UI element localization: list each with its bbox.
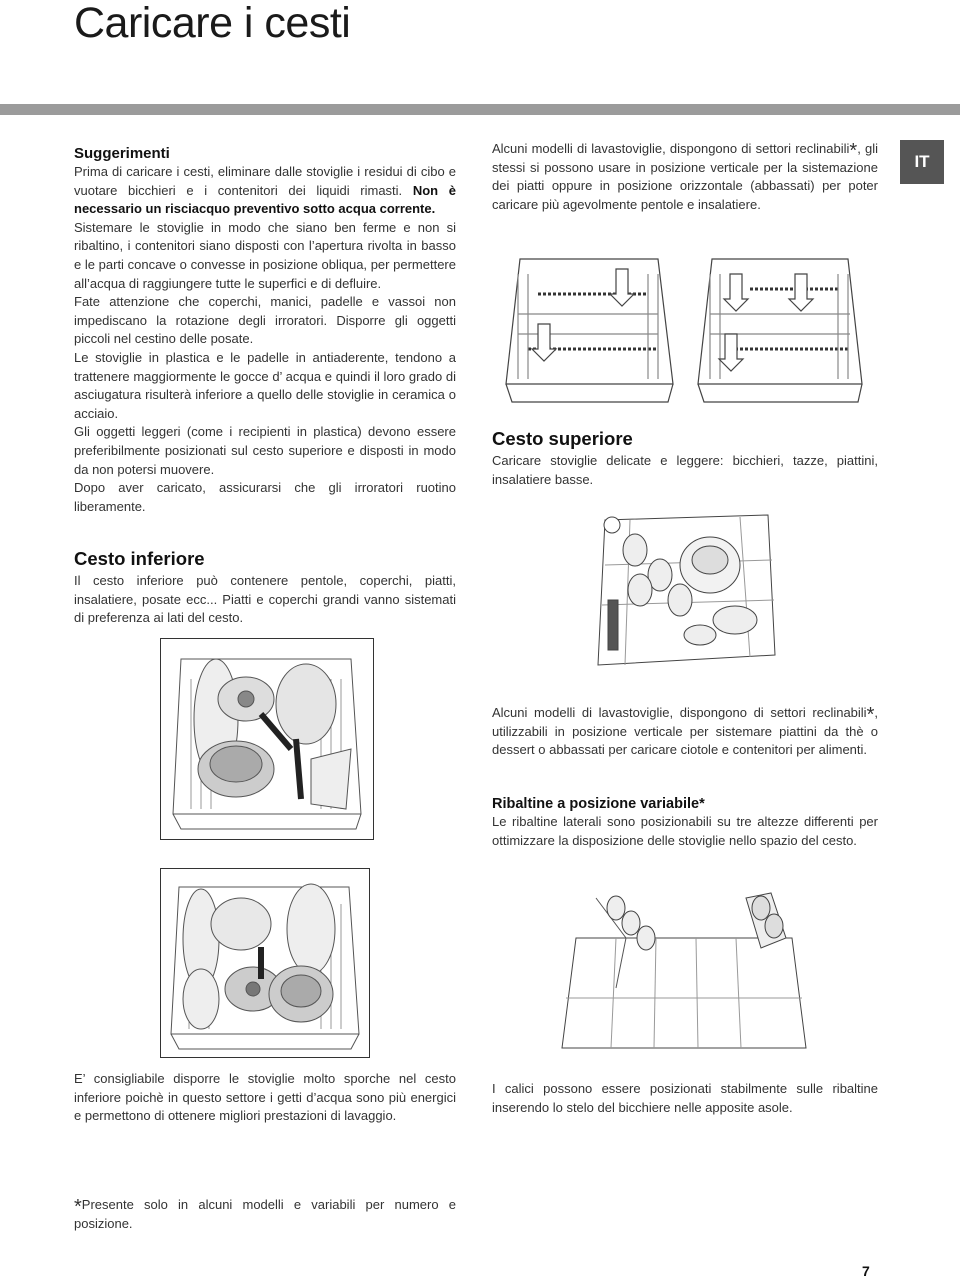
page-number: 7	[862, 1263, 870, 1279]
suggerimenti-p5: Gli oggetti leggeri (come i recipienti in plastica) devono essere preferibilmente posizionati sul cesto superiore e disposti in modo da non potersi muovere.	[74, 424, 456, 477]
asterisk-mark: *	[74, 1196, 82, 1218]
footnote: *Presente solo in alcuni modelli e variabili per numero e posizione.	[74, 1196, 456, 1231]
settori-reclinabili-text: Alcuni modelli di lavastoviglie, dispongono di settori reclinabili*, gli stessi si possono usare in posizione verticale per la sistemazione dei piatti oppure in posizione orizzontale (abbassati) per poter caricare più agevolmente pentole e insalatiere.	[492, 140, 878, 212]
cesto-superiore-heading: Cesto superiore	[492, 428, 633, 449]
settori-piattini-text: Alcuni modelli di lavastoviglie, dispongono di settori reclinabili*, utilizzabili in posizione verticale per sistemare piattini da thè o dessert o abbassati per caricare ciotole e contenitori per alimenti.	[492, 704, 878, 758]
suggerimenti-heading: Suggerimenti	[74, 145, 170, 162]
suggerimenti-p1: Prima di caricare i cesti, eliminare dalle stoviglie i residui di cibo e vuotare bicchieri e i contenitori dei liquidi rimasti. Non è necessario un risciacquo preventivo sotto acqua corrente.	[74, 164, 456, 217]
ribaltine-text: Le ribaltine laterali sono posizionabili su tre altezze differenti per ottimizzare la disposizione delle stoviglie nello spazio del cesto.	[492, 814, 878, 848]
ribaltine-glasses-illustration	[556, 878, 812, 1058]
folding-sectors-horizontal-illustration	[690, 254, 868, 406]
asterisk-mark: *	[849, 140, 858, 162]
suggerimenti-section	[74, 145, 456, 516]
cesto-superiore-text: Caricare stoviglie delicate e leggere: bicchieri, tazze, piattini, insalatiere basse.	[492, 453, 878, 487]
suggerimenti-p4: Le stoviglie in plastica e le padelle in antiaderente, tendono a trattenere maggiormente le gocce d’ acqua e quindi il loro grado di asciugatura risulterà inferiore a quello delle stoviglie in ceramica o acciaio.	[74, 349, 456, 421]
page-title: Caricare i cesti	[74, 0, 351, 47]
suggerimenti-p1-bold: Non è necessario un risciacquo preventivo sotto acqua corrente.	[74, 182, 456, 217]
upper-basket-illustration	[590, 505, 780, 675]
asterisk-mark: *	[866, 704, 875, 726]
lower-basket-pots-illustration	[160, 638, 374, 840]
cesto-inferiore-note: E’ consigliabile disporre le stoviglie molto sporche nel cesto inferiore poichè in questo settore i getti d’acqua sono più energici e permettono di ottenere migliori prestazioni di lavaggio.	[74, 1071, 456, 1124]
cesto-inferiore-text: Il cesto inferiore può contenere pentole, coperchi, piatti, insalatiere, posate ecc... Piatti e coperchi grandi vanno sistemati di preferenza ai lati del cesto.	[74, 573, 456, 626]
language-tab: IT	[900, 140, 944, 184]
cesto-superiore-section	[492, 428, 878, 489]
ribaltine-heading: Ribaltine a posizione variabile*	[492, 796, 705, 812]
ribaltine-section	[492, 796, 878, 850]
ribaltine-note: I calici possono essere posizionati stabilmente sulle ribaltine inserendo lo stelo del bicchiere nelle apposite asole.	[492, 1081, 878, 1115]
suggerimenti-p2: Sistemare le stoviglie in modo che siano ben ferme e non si ribaltino, i contenitori siano disposti con l’apertura rivolta in basso e le parti concave o convesse in posizione obliqua, per permettere all’acqua di raggiungere tutte le superfici e di defluire.	[74, 219, 456, 291]
cesto-inferiore-section	[74, 548, 456, 628]
header-rule	[0, 104, 960, 115]
suggerimenti-p6: Dopo aver caricato, assicurarsi che gli irroratori ruotino liberamente.	[74, 480, 456, 514]
cesto-inferiore-heading: Cesto inferiore	[74, 548, 205, 569]
folding-sectors-vertical-illustration	[498, 254, 678, 406]
lower-basket-plates-illustration	[160, 868, 370, 1058]
suggerimenti-p3: Fate attenzione che coperchi, manici, padelle e vassoi non impediscano la rotazione degli irroratori. Disporre gli oggetti piccoli nel cestino delle posate.	[74, 294, 456, 347]
